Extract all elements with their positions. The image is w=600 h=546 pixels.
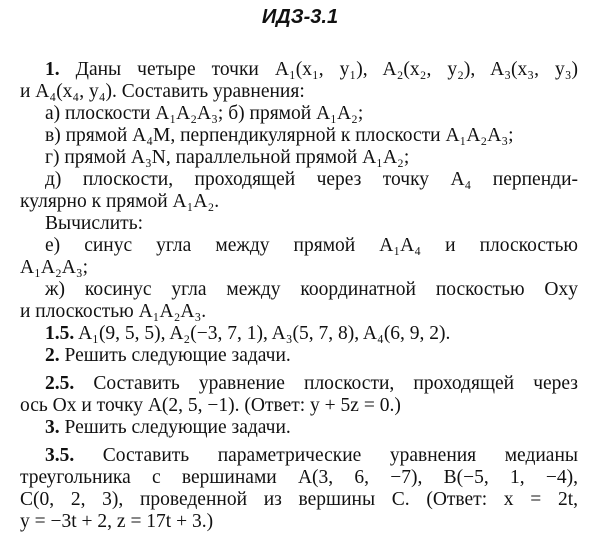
task1-item-zh: ж) косинус угла между координатной поскостью Oxy: [45, 279, 578, 300]
task1-line-1: 1. Даны четыре точки A₁(x₁, y₁), A₂(x₂, y₂), A₃(x₃, y₃): [45, 59, 579, 80]
task3-5-number: 3.5.: [45, 445, 75, 466]
task1-line-2: и A₄(x₄, y₄). Составить уравнения:: [20, 81, 305, 102]
task1-item-g: г) прямой A₃N, параллельной прямой A₁A₂;: [45, 147, 410, 168]
task3-5-line-2: треугольника с вершинами A(3, 6, −7), B(−5, 1, −4),: [20, 467, 578, 488]
task1-item-e: е) синус угла между прямой A₁A₄ и плоскостью: [45, 235, 578, 256]
task2-5-line-1: 2.5. Составить уравнение плоскости, проходящей через: [45, 373, 579, 394]
task1-item-d: д) плоскости, проходящей через точку A₄ перпенди-: [45, 169, 578, 190]
task1-item-zh-cont: и плоскостью A₁A₂A₃.: [20, 301, 207, 322]
task2-5-number: 2.5.: [45, 373, 75, 394]
task2-5-line-2: ось Ox и точку A(2, 5, −1). (Ответ: y + 5z = 0.): [20, 395, 401, 416]
task1-item-v: в) прямой A₄M, перпендикулярной к плоскости A₁A₂A₃;: [45, 125, 514, 146]
variant-number: 1.5.: [45, 323, 75, 344]
task1-item-a: а) плоскости A₁A₂A₃; б) прямой A₁A₂;: [45, 103, 364, 124]
task3-heading: 3. Решить следующие задачи.: [45, 417, 291, 438]
variant-points: A₁(9, 5, 5), A₂(−3, 7, 1), A₃(5, 7, 8), A₄(6, 9, 2).: [78, 323, 451, 344]
task3-5-line-3: C(0, 2, 3), проведенной из вершины C. (Ответ: x = 2t,: [20, 489, 578, 510]
page-title: ИДЗ-3.1: [261, 6, 339, 28]
variant-1-5: [45, 323, 450, 345]
task2-heading: 2. Решить следующие задачи.: [45, 345, 291, 366]
task1-number: 1.: [45, 59, 60, 80]
task3-5-line-1: 3.5. Составить параметрические уравнения медианы: [45, 445, 578, 466]
task1-item-d-cont: кулярно к прямой A₁A₂.: [20, 191, 220, 212]
task1-item-e-cont: A₁A₂A₃;: [20, 257, 89, 278]
task3-5-line-4: y = −3t + 2, z = 17t + 3.): [20, 511, 214, 532]
task1-compute-heading: Вычислить:: [45, 213, 144, 234]
